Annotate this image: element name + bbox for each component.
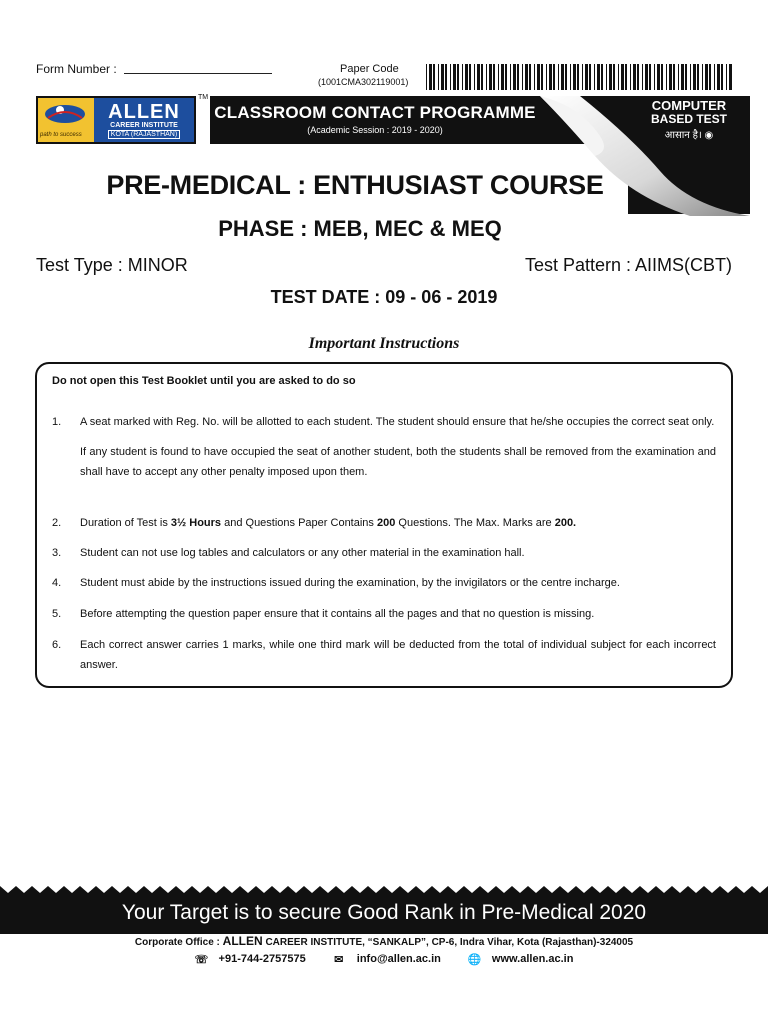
instruction-text [80, 513, 716, 533]
instruction-number: 1. [52, 416, 62, 428]
instruction-text: A seat marked with Reg. No. will be allotted to each student. The student should ensure that he/she occupies the correct seat only. [80, 416, 715, 428]
corporate-address: CAREER INSTITUTE, “SANKALP”, CP-6, Indra Vihar, Kota (Rajasthan)-324005 [262, 937, 634, 948]
logo-tagline: path to success [40, 132, 82, 138]
instructions-note: Do not open this Test Booklet until you are asked to do so [52, 375, 356, 387]
instruction-item-3 [52, 543, 716, 563]
email-address: info@allen.ac.in [356, 953, 441, 965]
instruction-text-part: Questions. The Max. Marks are [395, 517, 555, 529]
instruction-item-4 [52, 573, 716, 593]
website-url: www.allen.ac.in [491, 953, 574, 965]
contact-line [0, 953, 768, 965]
instruction-item-2 [52, 513, 716, 533]
instruction-text: Student can not use log tables and calculators or any other material in the examination hall. [80, 547, 525, 559]
form-number-label: Form Number : [36, 62, 117, 76]
instruction-extra-text: If any student is found to have occupied the seat of another student, both the students shall be removed from the examination and shall have to accept any other penalty imposed upon them. [80, 446, 716, 478]
test-date: TEST DATE : 09 - 06 - 2019 [270, 287, 498, 307]
phone-number: +91-744-2757575 [218, 953, 306, 965]
test-pattern: Test Pattern : AIIMS(CBT) [524, 255, 732, 275]
instructions-heading: Important Instructions [308, 335, 460, 352]
phone-contact [189, 953, 312, 965]
max-marks: 200. [554, 517, 577, 529]
instruction-number: 5. [52, 608, 62, 620]
corporate-prefix: Corporate Office : [134, 937, 223, 948]
course-title: PRE-MEDICAL : ENTHUSIAST COURSE [106, 170, 604, 200]
banner-title: CLASSROOM CONTACT PROGRAMME [214, 103, 536, 122]
instruction-text: Before attempting the question paper ensure that it contains all the pages and that no question is missing. [80, 608, 595, 620]
logo-subtitle: CAREER INSTITUTE [110, 121, 178, 129]
paper-code-value: (1001CMA302119001) [318, 77, 409, 87]
trademark-mark: TM [198, 94, 209, 101]
instruction-number: 6. [52, 639, 62, 651]
instruction-text: Each correct answer carries 1 marks, while one third mark will be deducted from the total of individual subject for each incorrect answer. [80, 639, 716, 671]
test-type: Test Type : MINOR [36, 255, 188, 275]
cbt-badge-line1: COMPUTER [651, 98, 727, 113]
paper-code-label: Paper Code [340, 63, 399, 75]
corporate-brand: ALLEN [222, 934, 263, 948]
barcode-icon [426, 64, 732, 90]
instruction-text-part: and Questions Paper Contains [221, 517, 377, 529]
globe-icon: 🌐 [467, 954, 482, 966]
banner-session: (Academic Session : 2019 - 2020) [307, 125, 443, 135]
instruction-number: 2. [52, 517, 62, 529]
logo-name: ALLEN [108, 100, 180, 123]
instruction-text: Student must abide by the instructions issued during the examination, by the invigilators or the centre incharge. [80, 577, 620, 589]
corporate-office [0, 934, 768, 948]
cbt-badge-line3 [628, 127, 750, 141]
cbt-badge-hindi: आसान है। [664, 130, 702, 141]
logo-location: KOTA (RAJASTHAN) [108, 130, 180, 139]
question-count: 200 [376, 517, 396, 529]
instruction-number: 3. [52, 547, 62, 559]
instruction-text-part: Duration of Test is [80, 517, 171, 529]
mouse-icon: ◉ [704, 130, 714, 141]
instruction-item-5 [52, 604, 716, 624]
email-contact [327, 953, 447, 965]
logo-emblem [38, 98, 94, 142]
phone-icon: ☏ [194, 954, 209, 966]
instruction-item-6 [52, 635, 716, 675]
form-number-field-line [124, 73, 272, 74]
allen-logo [36, 96, 196, 144]
website-contact [462, 953, 580, 965]
cbt-badge-line2: BASED TEST [650, 112, 727, 126]
instruction-number: 4. [52, 577, 62, 589]
duration-value: 3½ Hours [170, 517, 222, 529]
email-icon: ✉ [334, 954, 344, 966]
instruction-item-1 [52, 412, 716, 482]
phase-title: PHASE : MEB, MEC & MEQ [218, 216, 502, 241]
footer-slogan: Your Target is to secure Good Rank in Pre-Medical 2020 [121, 901, 647, 924]
